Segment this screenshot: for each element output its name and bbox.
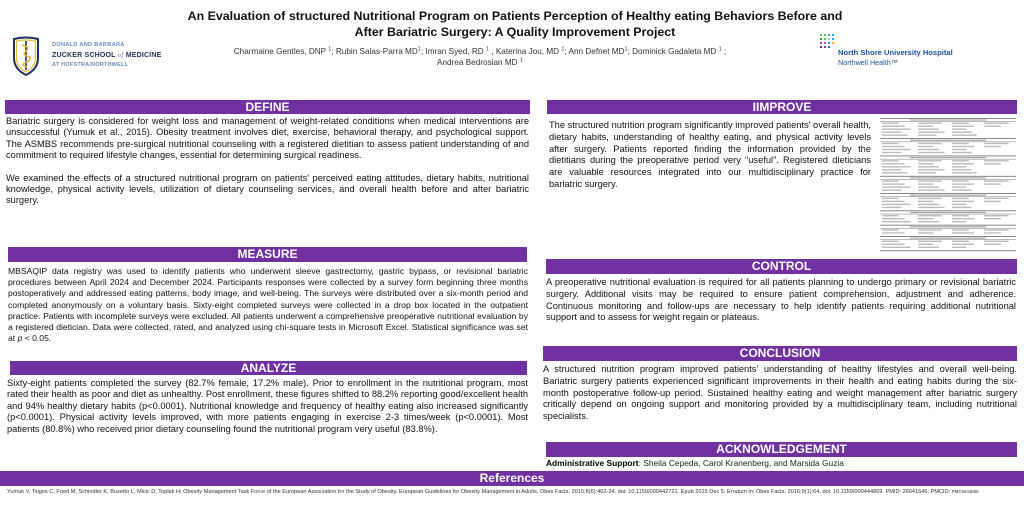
table-cell-mark [882,152,902,153]
results-table-image [880,117,1016,256]
table-cell-mark [952,232,974,233]
logo-line-3: AT HOFSTRA/NORTHWELL [52,62,129,68]
table-cell-mark [952,229,969,230]
table-cell-mark [918,207,945,208]
table-cell-mark [918,123,942,124]
table-question-mark [910,177,986,178]
table-cell-mark [882,244,905,245]
table-rule [880,250,1016,251]
table-cell-mark [882,183,905,184]
table-cell-mark [952,186,966,187]
section-header-conclusion: CONCLUSION [543,346,1017,361]
author-line-2 [175,57,785,68]
table-cell-mark [918,180,942,181]
acknowledgement-text: Administrative Support: Sheila Cepeda, Carol Kranenberg, and Marsida Guzia [546,458,844,468]
poster-title-line2: After Bariatric Surgery: A Quality Improvement Project [354,25,676,39]
table-cell-mark [918,160,942,161]
table-rule [880,214,1016,215]
table-cell-mark [952,198,969,199]
table-rule [880,159,1016,160]
control-body [546,277,1016,343]
table-cell-mark [918,229,942,230]
table-cell-mark [952,132,972,133]
table-cell-mark [882,123,899,124]
author: Andrea Bedrosian MD $^1$ [437,57,523,67]
table-cell-mark [918,241,942,242]
table-rule [880,239,1016,240]
table-cell-mark [918,169,945,170]
table-cell-mark [952,169,972,170]
table-question-mark [910,226,986,227]
reference-pmcid: PMC5644856 [951,489,979,494]
table-cell-mark [918,189,945,190]
table-cell-mark [882,232,905,233]
table-cell-mark [952,126,974,127]
table-question-mark [910,238,986,239]
table-cell-mark [882,146,905,147]
table-cell-mark [952,244,974,245]
table-cell-mark [952,163,974,164]
table-cell-mark [918,232,933,233]
table-cell-mark [952,218,974,219]
table-cell-mark [984,198,1009,199]
table-cell-mark [952,221,966,222]
acknowledgement-label: Administrative Support [546,458,639,468]
table-cell-mark [952,129,966,130]
table-cell-mark [984,160,1009,161]
table-cell-mark [882,149,911,150]
author: Ann Defnet $MD^1$; [568,46,633,56]
table-cell-mark [952,180,969,181]
table-cell-mark [952,172,977,173]
table-cell-mark [952,152,972,153]
analyze-paragraph: Sixty-eight patients completed the survey (82.7% female, 17.2% male). Prior to enrollment in the nutritional program, most rated their health as poor and diet as unhealthy. Post enrollment, these figures shifted to 88.2% reporting good/excellent health and 94% healthy dietary habits (p<0.0001). Nutritional knowledge and frequency of healthy eating also increased significantly (p<0.0001). Physical activity levels improved, with more patients engaging in exercise 2-3 times/week (p<0.0001). Most patients (80.8%) who received prior dietary counseling found the nutritional program very useful (83.8%). [7,378,528,434]
improve-body [549,120,871,255]
table-rule [880,156,1016,157]
table-cell-mark [984,241,1009,242]
table-cell-mark [918,183,933,184]
table-cell-mark [918,201,933,202]
table-cell-mark [882,241,899,242]
table-question-mark [910,140,986,141]
author: Katerina Jou, MD $^1$; [495,46,569,56]
table-cell-mark [952,166,966,167]
table-cell-mark [882,126,905,127]
table-cell-mark [882,218,905,219]
table-cell-mark [984,163,1001,164]
table-cell-mark [918,146,933,147]
measure-body [8,266,528,358]
author: Imran Syed, RD $^1$ , [425,46,496,56]
table-cell-mark [918,186,939,187]
table-cell-mark [882,172,908,173]
table-cell-mark [882,143,899,144]
table-rule [880,179,1016,180]
section-header-analyze: ANALYZE [10,361,527,375]
table-cell-mark [952,149,966,150]
table-cell-mark [918,143,942,144]
section-header-define: DEFINE [5,100,530,114]
table-cell-mark [918,204,939,205]
table-cell-mark [984,143,1009,144]
table-cell-mark [882,189,902,190]
table-cell-mark [882,207,902,208]
table-cell-mark [882,135,908,136]
table-rule [880,225,1016,226]
conclusion-body [543,364,1017,439]
table-question-mark [910,157,986,158]
table-rule [880,142,1016,143]
table-rule [880,176,1016,177]
table-question-mark [910,195,986,196]
table-cell-mark [882,169,902,170]
table-cell-mark [882,204,911,205]
section-header-acknowledgement: ACKNOWLEDGEMENT [546,442,1017,457]
define-paragraph: We examined the effects of a structured nutritional program on patients' perceived eating attitudes, dietary habits, nutritional knowledge, physical activity levels, utilization of dietary counseling services, and overall health before and after bariatric surgery. [6,172,529,206]
table-cell-mark [882,132,902,133]
logo-line-2: ZUCKER SCHOOL of MEDICINE [52,51,162,59]
table-rule [880,118,1016,119]
table-cell-mark [952,183,974,184]
table-cell-mark [918,198,942,199]
health-system-name: Northwell Health™ [838,58,898,67]
table-rule [880,197,1016,198]
section-header-control: CONTROL [546,259,1017,274]
control-paragraph: A preoperative nutritional evaluation is required for all patients planning to undergo primary or revisional bariatric surgery. Additional visits may be required to ensure patient comprehension, adjustment and adherence. Continuous monitoring and follow-ups are necessary to help identify patients requiring additional nutritional support and to assess for weight regain or plateaus. [546,277,1016,323]
reference-entry: Yumuk V, Tsigos C, Fried M, Schindler K, Busetto L, Micic D, Toplak H; Obesity Management Task Force of the European Association for the Study of Obesity. European Guidelines for Obesity Management in Adults. Obes Facts. 2015;8(6):402-24. doi: 10.1159/000442721. Epub 2015 Dec 5. Erratum in: Obes Facts. 2016;9(1):64. doi: 10.1159/000444869. PMID: 26641646; PMCID: PMC5644856 [7,489,979,495]
hospital-name: North Shore University Hospital [838,48,953,57]
table-cell-mark [882,247,911,248]
table-cell-mark [882,163,905,164]
author-list [175,46,785,68]
logo-line-1: DONALD AND BARBARA [52,42,125,48]
table-rule [880,228,1016,229]
table-cell-mark [952,201,974,202]
table-cell-mark [882,198,899,199]
author: Dominick Gadaleta MD $^1$ ; [632,46,727,56]
table-rule [880,138,1016,139]
table-cell-mark [918,149,939,150]
table-rule [880,236,1016,237]
table-cell-mark [952,247,966,248]
table-cell-mark [952,207,972,208]
table-cell-mark [882,166,911,167]
zucker-school-logo [8,34,162,82]
table-cell-mark [952,189,972,190]
table-cell-mark [918,244,933,245]
measure-paragraph: MBSAQIP data registry was used to identify patients who underwent sleeve gastrectomy, gastric bypass, or revisional bariatric procedures between April 2024 and December 2024. Participants responses were collected by a survey form beginning three months postoperatively and addressed eating patterns, body image, and well-being. The surveys were distributed over a six-month period and completed anonymously on a voluntary basis. Sixty-eight completed surveys were collected in a drop box located in the outpatient practice. Patients with incomplete surveys were excluded. All patients underwent a comprehensive preoperative nutritional evaluation by a registered dietician. Data were collected, rated, and analyzed using chi-square tests in Microsoft Excel. Statistical significance was set at p < 0.05. [8,266,528,344]
analyze-body [7,378,528,466]
table-cell-mark [952,146,974,147]
table-cell-mark [984,180,1009,181]
section-header-references: References [0,471,1024,486]
table-rule [880,211,1016,212]
table-cell-mark [882,221,911,222]
table-cell-mark [984,229,1009,230]
author: Rubin Salas-Parra $MD^1$; [335,46,426,56]
table-question-mark [910,212,986,213]
northwell-logo [818,32,988,70]
table-cell-mark [952,135,977,136]
table-cell-mark [952,160,969,161]
table-cell-mark [984,218,1001,219]
table-cell-mark [952,215,969,216]
section-header-improve: IIMPROVE [547,100,1017,114]
table-cell-mark [984,183,1001,184]
table-cell-mark [882,215,899,216]
improve-paragraph: The structured nutrition program significantly improved patients' overall health, dietary habits, understanding of healthy eating, and physical activity levels after surgery. Patients reported finding the information provided by the dietitians during the preoperative period very “useful”. Registered dieticians are valuable resources integrated into our multidisciplinary practice for bariatric surgery. [549,120,871,189]
table-cell-mark [984,126,1001,127]
table-cell-mark [984,244,1001,245]
table-rule [880,121,1016,122]
table-cell-mark [918,166,939,167]
table-cell-mark [882,229,899,230]
table-cell-mark [918,218,933,219]
section-header-measure: MEASURE [8,247,527,262]
table-cell-mark [952,123,969,124]
define-body [6,116,529,244]
table-cell-mark [984,146,1001,147]
poster-title [150,8,880,40]
table-cell-mark [882,160,899,161]
table-cell-mark [984,232,1001,233]
table-cell-mark [952,241,969,242]
table-cell-mark [882,180,899,181]
table-cell-mark [952,204,966,205]
author: Charmaine Gentles, DNP $^1$; [233,46,336,56]
caduceus-shield-icon [12,36,40,76]
table-rule [880,193,1016,194]
poster-title-line1: An Evaluation of structured Nutritional Program on Patients Perception of Healthy eating Behaviors Before and [187,9,843,23]
table-cell-mark [918,135,936,136]
table-cell-mark [918,172,936,173]
author-line-1 [175,46,785,57]
table-cell-mark [952,143,969,144]
table-question-mark [910,119,986,120]
table-cell-mark [918,215,942,216]
define-paragraph: Bariatric surgery is considered for weight loss and management of weight-related conditions when medical interventions are unsuccessful (Yumuk et al., 2015). Obesity treatment involves diet, exercise, behavioral therapy, and psychological support. The ASMBS recommends pre-surgical nutritional counseling with a registered dietitian to assess patient understanding of and commitment to required lifestyle changes, essential for determining surgical readiness. [6,116,529,161]
table-cell-mark [918,163,933,164]
table-cell-mark [882,201,905,202]
table-cell-mark [882,186,911,187]
table-cell-mark [918,152,945,153]
table-cell-mark [918,221,939,222]
table-cell-mark [918,129,939,130]
table-cell-mark [984,123,1009,124]
table-cell-mark [918,126,933,127]
table-cell-mark [918,247,939,248]
table-cell-mark [984,201,1001,202]
table-cell-mark [882,129,911,130]
conclusion-paragraph: A structured nutrition program improved patients' understanding of healthy lifestyles and overall well-being. Bariatric surgery patients experienced significant improvements in their health and eating habits during the six-month postoperative follow-up period. Sustained healthy eating and weight management after bariatric surgery critically depend on ongoing support and monitoring provided by a multidisciplinary team, including nutritional specialists. [543,364,1017,422]
table-cell-mark [918,132,945,133]
table-cell-mark [984,215,1009,216]
